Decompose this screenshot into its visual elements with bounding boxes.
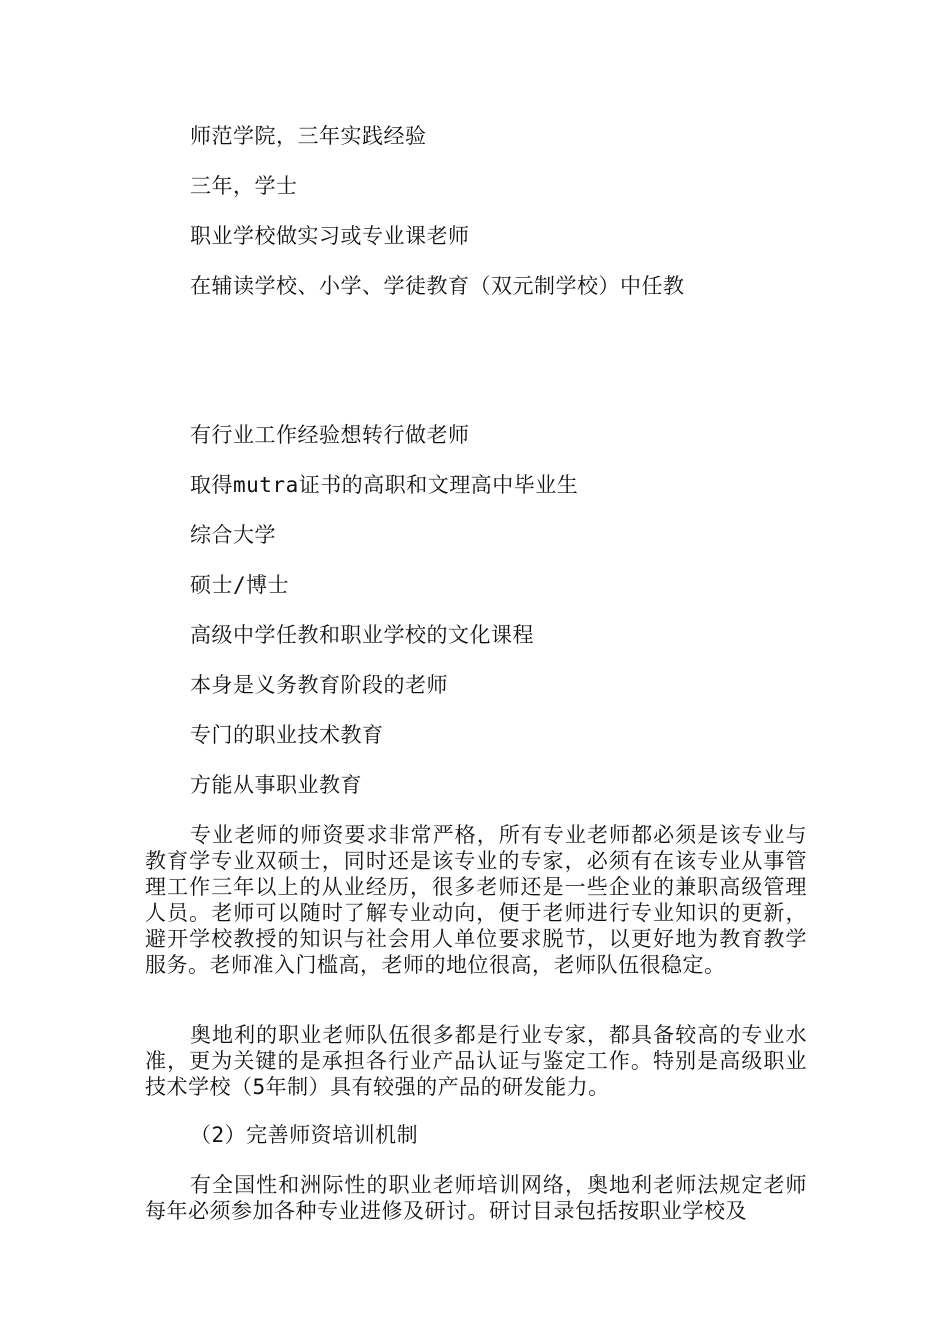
list-item: 取得mutra证书的高职和文理高中毕业生	[190, 473, 579, 497]
body-paragraph: 奥地利的职业老师队伍很多都是行业专家，都具备较高的专业水准，更为关键的是承担各行业产品认证与鉴定工作。特别是高级职业技术学校（5年制）具有较强的产品的研发能力。	[145, 1023, 807, 1099]
list-item: 本身是义务教育阶段的老师	[190, 673, 448, 697]
list-item: 有行业工作经验想转行做老师	[190, 423, 470, 447]
list-item: 职业学校做实习或专业课老师	[190, 224, 470, 248]
body-paragraph: 有全国性和洲际性的职业老师培训网络，奥地利老师法规定老师每年必须参加各种专业进修及研讨。研讨目录包括按职业学校及	[145, 1173, 807, 1223]
list-item: 方能从事职业教育	[190, 773, 362, 797]
list-item: 高级中学任教和职业学校的文化课程	[190, 623, 534, 647]
list-item: 硕士/博士	[190, 573, 290, 597]
body-paragraph: 专业老师的师资要求非常严格，所有专业老师都必须是该专业与教育学专业双硕士，同时还是该专业的专家，必须有在该专业从事管理工作三年以上的从业经历，很多老师还是一些企业的兼职高级管理人员。老师可以随时了解专业动向，便于老师进行专业知识的更新，避开学校教授的知识与社会用人单位要求脱节，以更好地为教育教学服务。老师准入门槛高，老师的地位很高，老师队伍很稳定。	[145, 823, 807, 977]
list-item: 师范学院，三年实践经验	[190, 124, 427, 148]
list-item: 三年，学士	[190, 174, 298, 198]
section-heading: （2）完善师资培训机制	[190, 1123, 419, 1147]
list-item: 专门的职业技术教育	[190, 723, 384, 747]
list-item: 在辅读学校、小学、学徒教育（双元制学校）中任教	[190, 274, 685, 298]
list-item: 综合大学	[190, 523, 276, 547]
